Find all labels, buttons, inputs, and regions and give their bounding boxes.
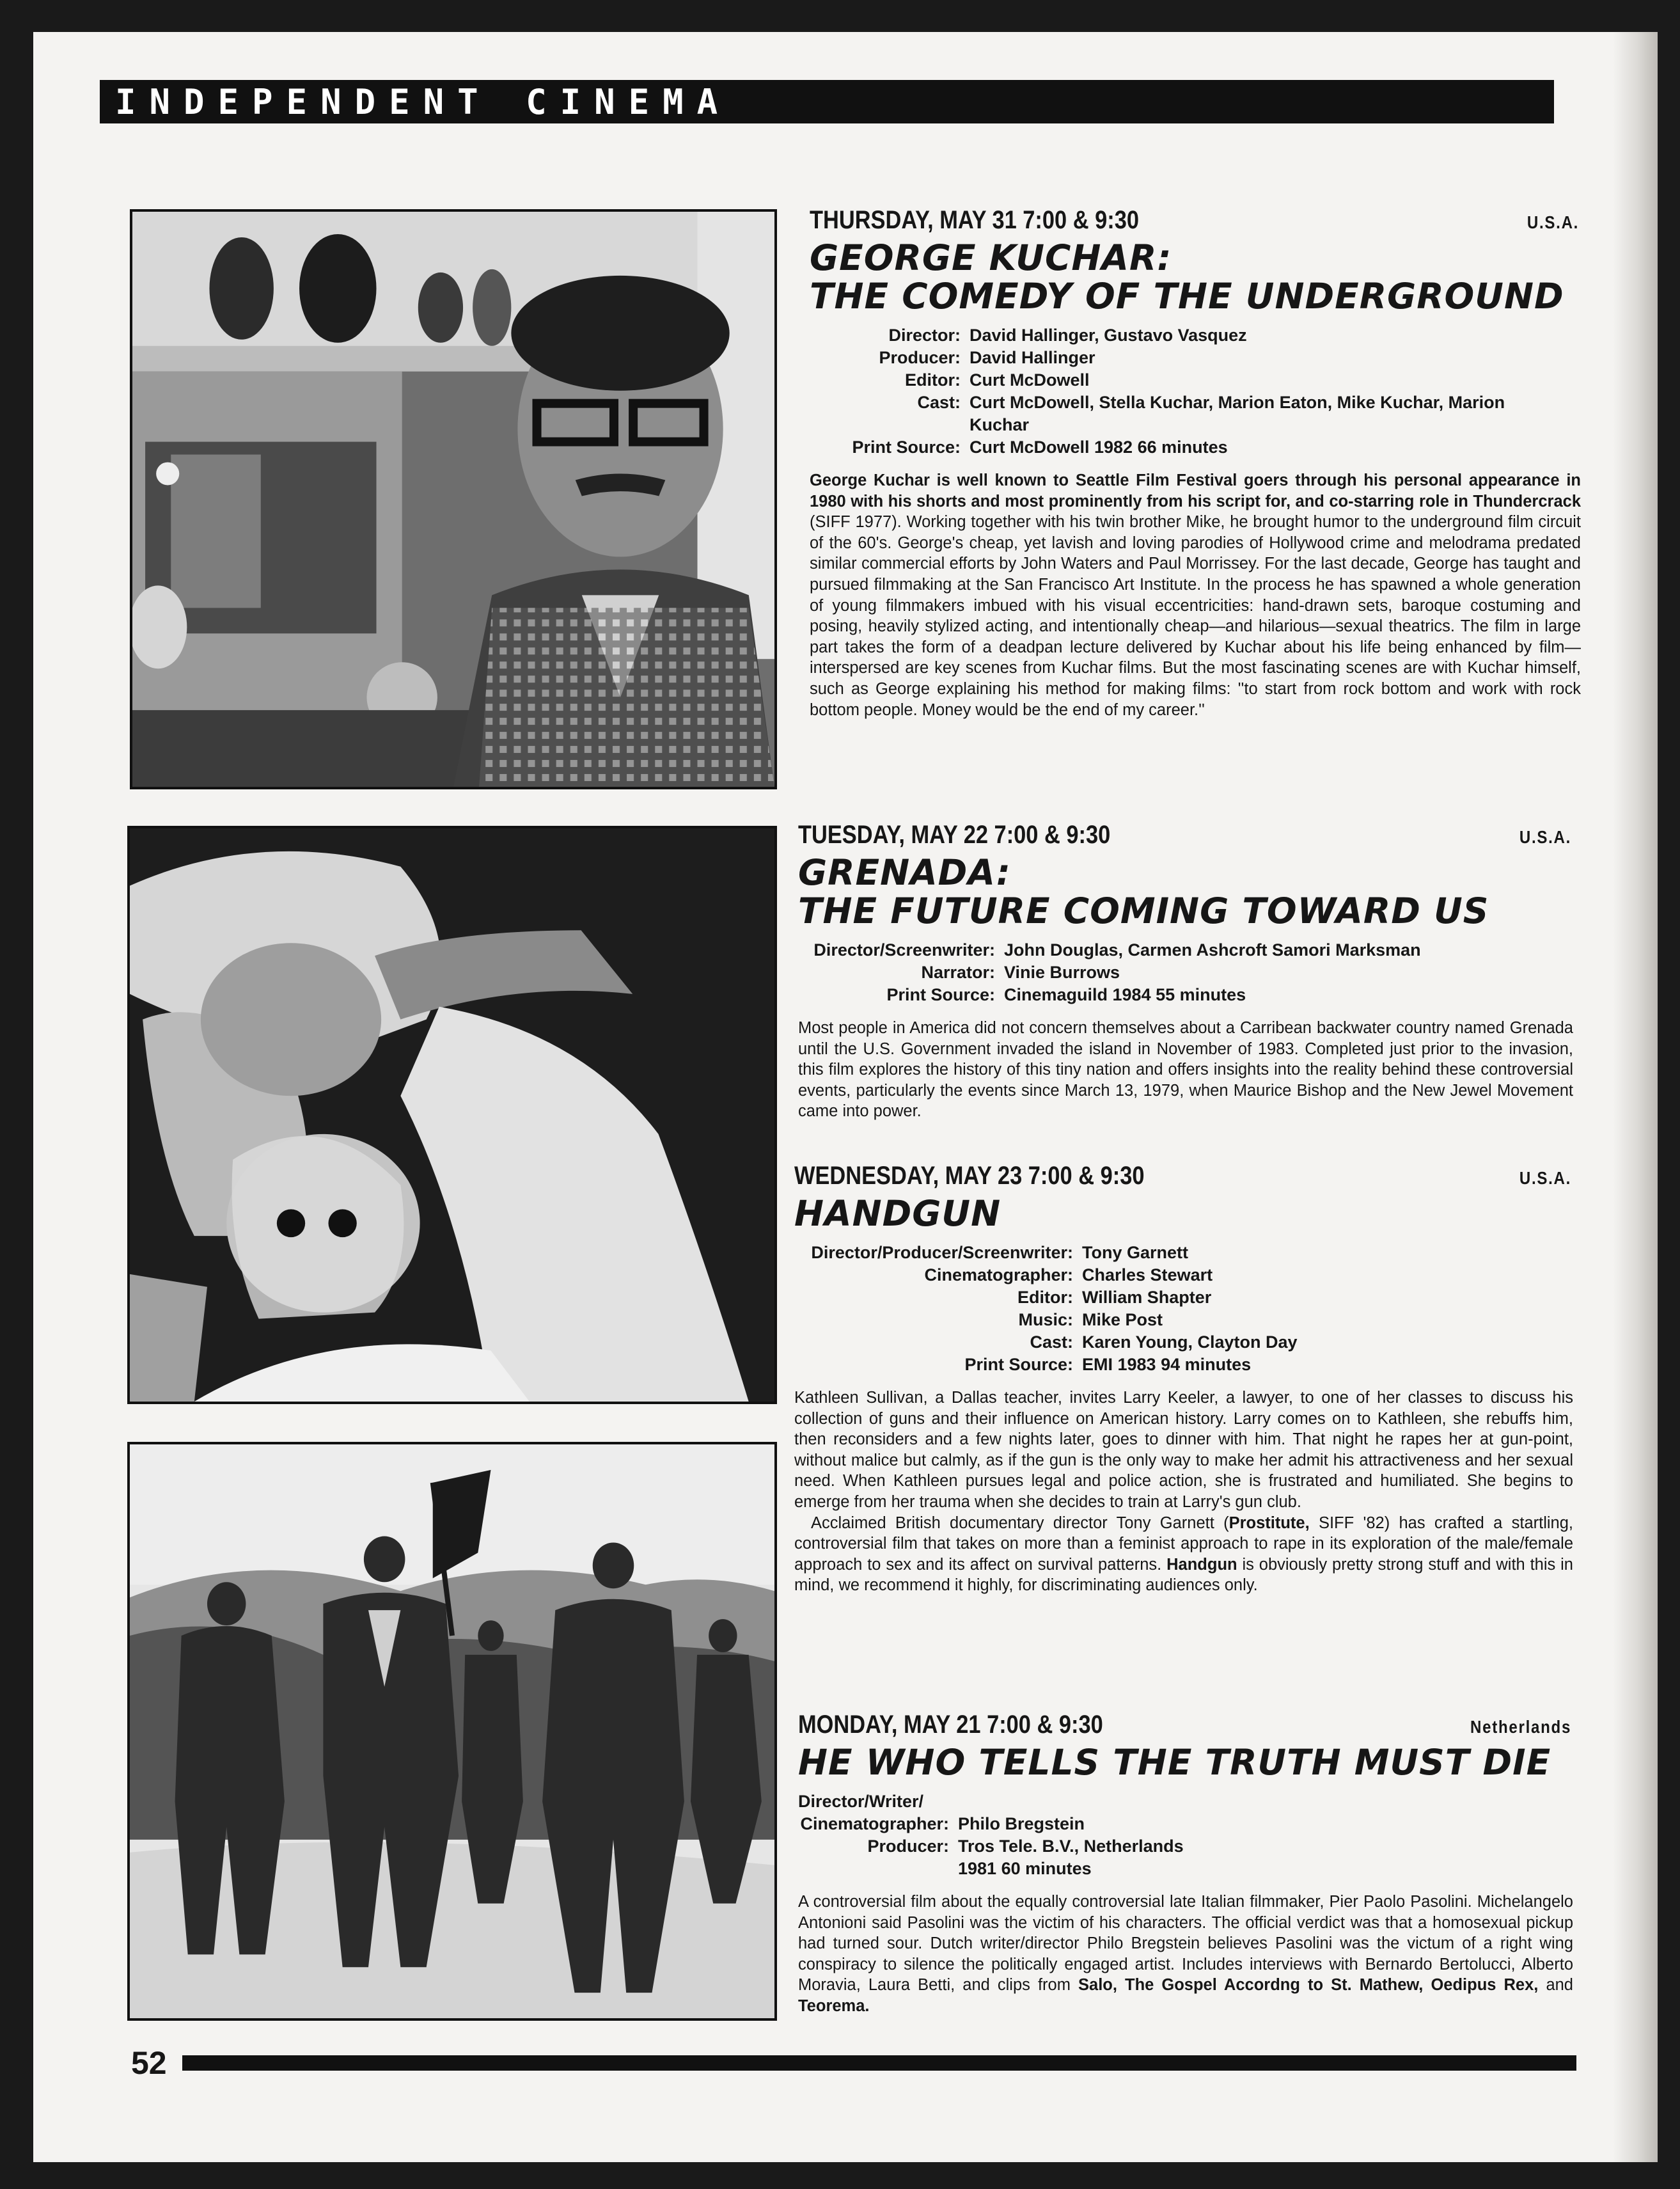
film-description bbox=[810, 470, 1581, 720]
credit-label: Producer: bbox=[879, 348, 961, 367]
credit-label: Director/Screenwriter: bbox=[813, 940, 995, 960]
film-description bbox=[798, 1892, 1573, 2017]
photo-grenada bbox=[127, 826, 777, 1404]
credit-label: Cinematographer: bbox=[800, 1814, 949, 1833]
credit-value: John Douglas, Carmen Ashcroft Samori Marksman bbox=[1004, 940, 1421, 960]
credit-value: David Hallinger, Gustavo Vasquez bbox=[970, 326, 1247, 345]
date-time: WEDNESDAY, MAY 23 7:00 & 9:30 bbox=[794, 1162, 1145, 1190]
credit-value: Curt McDowell, Stella Kuchar, Marion Eaton, Mike Kuchar, Marion Kuchar bbox=[970, 393, 1505, 434]
section-title: INDEPENDENT CINEMA bbox=[115, 81, 732, 122]
date-time: MONDAY, MAY 21 7:00 & 9:30 bbox=[798, 1711, 1103, 1739]
page-number: 52 bbox=[131, 2045, 167, 2081]
entry-pasolini bbox=[798, 1711, 1573, 2017]
credit-label: Director/Writer/ bbox=[798, 1792, 924, 1811]
date-time: TUESDAY, MAY 22 7:00 & 9:30 bbox=[798, 821, 1111, 849]
entry-grenada bbox=[798, 821, 1573, 1122]
film-description bbox=[798, 1018, 1573, 1122]
credit-label: Director/Producer/Screenwriter: bbox=[811, 1243, 1073, 1262]
film-title-line1: GEORGE KUCHAR: bbox=[810, 237, 1172, 278]
credit-row bbox=[794, 1309, 1573, 1331]
description-bold-2: Handgun bbox=[1166, 1555, 1237, 1574]
credit-row bbox=[798, 1835, 1573, 1858]
film-title-line1: GRENADA: bbox=[798, 852, 1011, 893]
credit-row bbox=[798, 939, 1573, 961]
credit-label: Cinematographer: bbox=[924, 1265, 1073, 1284]
credits bbox=[810, 324, 1581, 459]
credit-label: Cast: bbox=[917, 393, 961, 412]
description-bold: Salo, The Gospel Accordng to St. Mathew, Oedipus Rex, bbox=[1078, 1976, 1539, 1995]
credit-row bbox=[794, 1286, 1573, 1309]
credit-row bbox=[798, 1858, 1573, 1880]
film-title-line1: HANDGUN bbox=[794, 1193, 1001, 1234]
showtime-line bbox=[798, 1711, 1571, 1739]
photo-pasolini bbox=[127, 1442, 777, 2021]
description-text-2a: Acclaimed British documentary director Tony Garnett ( bbox=[811, 1513, 1229, 1532]
credit-label: Director: bbox=[888, 326, 961, 345]
credits bbox=[794, 1242, 1573, 1376]
credit-row bbox=[798, 961, 1573, 984]
credit-value bbox=[932, 1790, 1573, 1813]
credit-label: Cast: bbox=[1030, 1332, 1073, 1352]
description-text-2d: is obviously pretty strong stuff and with this in mind, we recommend it highly, for discriminating audiences only. bbox=[794, 1555, 1573, 1595]
film-title-line1: HE WHO TELLS THE TRUTH MUST DIE bbox=[798, 1742, 1551, 1783]
footer-rule bbox=[182, 2055, 1576, 2071]
film-title bbox=[810, 239, 1581, 315]
country: Netherlands bbox=[1470, 1717, 1572, 1737]
credit-label: Print Source: bbox=[964, 1355, 1073, 1374]
description-text: A controversial film about the equally controversial late Italian filmmaker, Pier Paolo Pasolini. Michelangelo Antonioni said Pasolini was the victim of his characters. The official verdict was that a homosexual pickup had turned sour. Dutch writer/director Philo Bregstein believes Pasolini was the victum of a right wing conspiracy to silence the politically engaged artist. Includes interviews with Bernardo Bertolucci, Alberto Moravia, Laura Betti, and clips from bbox=[798, 1893, 1573, 1995]
film-title-line2: THE FUTURE COMING TOWARD US bbox=[798, 890, 1489, 931]
credit-row bbox=[810, 324, 1581, 347]
credit-row bbox=[794, 1331, 1573, 1354]
credits bbox=[798, 939, 1573, 1006]
description-text: Kathleen Sullivan, a Dallas teacher, invites Larry Keeler, a lawyer, to one of her classes to discuss his collection of guns and their influence on American history. Larry comes on to Kathleen, she rebuffs him, then reconsiders and a few nights later, goes to dinner with him. That night he rapes her at gun-point, without malice but calmly, as if the gun is the only way to make her admit his attractiveness and her sexual need. When Kathleen pursues legal and police action, she is frustrated and humiliated. She begins to emerge from her trauma when she decides to train at Larry's gun club. bbox=[794, 1389, 1573, 1511]
credit-value: Vinie Burrows bbox=[1004, 963, 1120, 982]
credit-value: EMI 1983 94 minutes bbox=[1082, 1355, 1252, 1374]
film-description bbox=[794, 1387, 1573, 1596]
description-bold-last: Teorema. bbox=[798, 1996, 870, 2015]
credit-value: Cinemaguild 1984 55 minutes bbox=[1004, 985, 1246, 1004]
credit-row bbox=[794, 1264, 1573, 1286]
description-and: and bbox=[1538, 1976, 1573, 1995]
showtime-line bbox=[798, 821, 1571, 850]
credit-label: Print Source: bbox=[852, 438, 961, 457]
showtime-line bbox=[794, 1162, 1571, 1190]
country: U.S.A. bbox=[1527, 212, 1580, 232]
credit-row bbox=[794, 1354, 1573, 1376]
credit-value: 1981 60 minutes bbox=[958, 1859, 1092, 1878]
credit-value: Mike Post bbox=[1082, 1310, 1163, 1329]
credit-value: Philo Bregstein bbox=[958, 1814, 1085, 1833]
description-text-2c: SIFF '82) has crafted a startling, controversial film that takes on more than a feminist approach to rape in its exploration of the male/female approach to sex and its affect on survival patterns. bbox=[794, 1513, 1573, 1574]
credit-label: Editor: bbox=[905, 370, 961, 390]
description-bold-1: Prostitute, bbox=[1229, 1513, 1310, 1532]
entry-george-kuchar bbox=[810, 206, 1581, 720]
credit-value: William Shapter bbox=[1082, 1288, 1212, 1307]
credit-value: Curt McDowell 1982 66 minutes bbox=[970, 438, 1228, 457]
credit-value: Tony Garnett bbox=[1082, 1243, 1189, 1262]
entry-handgun bbox=[794, 1162, 1573, 1596]
credit-row bbox=[798, 984, 1573, 1006]
credit-label: Producer: bbox=[867, 1837, 949, 1856]
film-title-line2: THE COMEDY OF THE UNDERGROUND bbox=[810, 276, 1564, 317]
country: U.S.A. bbox=[1519, 827, 1572, 847]
credit-row bbox=[798, 1813, 1573, 1835]
credits bbox=[798, 1790, 1573, 1880]
credit-label bbox=[798, 1858, 958, 1880]
film-title bbox=[798, 853, 1573, 930]
film-title bbox=[798, 1743, 1573, 1782]
credit-row bbox=[798, 1790, 1573, 1813]
credit-row bbox=[794, 1242, 1573, 1264]
credit-row bbox=[810, 369, 1581, 391]
description-bold: George Kuchar is well known to Seattle Film Festival goers through his personal appearance in 1980 with his shorts and most prominently from his script for, and co-starring role in Thundercrack bbox=[810, 471, 1581, 510]
date-time: THURSDAY, MAY 31 7:00 & 9:30 bbox=[810, 206, 1139, 234]
country: U.S.A. bbox=[1519, 1168, 1572, 1188]
credit-row bbox=[810, 436, 1581, 459]
photo-george-kuchar bbox=[130, 209, 777, 789]
credit-value: Tros Tele. B.V., Netherlands bbox=[958, 1837, 1184, 1856]
film-title bbox=[794, 1194, 1573, 1233]
credit-label: Music: bbox=[1018, 1310, 1073, 1329]
credit-value: Karen Young, Clayton Day bbox=[1082, 1332, 1298, 1352]
section-header-bar bbox=[100, 80, 1554, 123]
credit-label: Narrator: bbox=[921, 963, 995, 982]
credit-value: Charles Stewart bbox=[1082, 1265, 1213, 1284]
credit-label: Editor: bbox=[1017, 1288, 1073, 1307]
book-gutter bbox=[1613, 32, 1658, 2162]
description-text: Most people in America did not concern themselves about a Carribean backwater country named Grenada until the U.S. Government invaded the island in November of 1983. Completed just prior to the invasion, this film explores the history of this tiny nation and offers insights into the reality behind these controversial events, particularly the events since March 13, 1979, when Maurice Bishop and the New Jewel Movement came into power. bbox=[798, 1019, 1573, 1121]
credit-value: Curt McDowell bbox=[970, 370, 1090, 390]
credit-row bbox=[810, 347, 1581, 369]
description-text: (SIFF 1977). Working together with his twin brother Mike, he brought humor to the underground film circuit of the 60's. George's cheap, yet lavish and loving parodies of Hollywood crime and melodrama predated similar commercial efforts by John Waters and Paul Morrissey. For the last decade, George has taught and pursued filmmaking at the San Francisco Art Institute. In the process he has spawned a whole generation of young filmmakers imbued with his visual eccentricities: hand-drawn sets, baroque costuming and posing, heavily stylized acting, and intentionally cheap—and hilarious—sexual theatrics. The film in large part takes the form of a deadpan lecture delivered by Kuchar about his life being enhanced by film—interspersed are key scenes from Kuchar films. But the most fascinating scenes are with Kuchar himself, such as George explaining his method for making films: ''to start from rock bottom and work with rock bottom people. Money would be the end of my career.'' bbox=[810, 513, 1581, 719]
showtime-line bbox=[810, 206, 1579, 235]
credit-row bbox=[810, 391, 1581, 436]
credit-label: Print Source: bbox=[886, 985, 995, 1004]
credit-value: David Hallinger bbox=[970, 348, 1095, 367]
